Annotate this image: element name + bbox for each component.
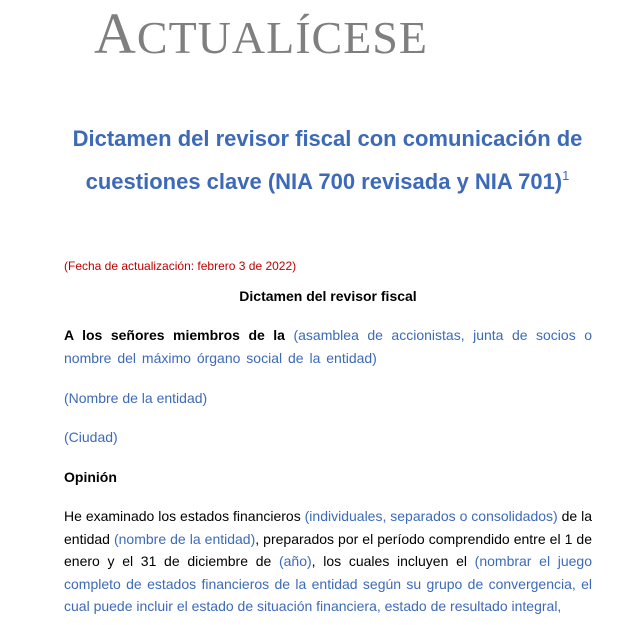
body-text-2: de la entidad xyxy=(64,508,593,547)
body-placeholder-2: (nombre de la entidad) xyxy=(113,530,256,547)
opinion-heading: Opinión xyxy=(64,469,117,485)
addressee-paragraph xyxy=(64,324,592,369)
document-title xyxy=(40,117,615,203)
body-placeholder-3: (año) xyxy=(278,553,312,569)
opinion-body-paragraph xyxy=(64,505,592,618)
body-text-1: He examinado los estados financieros xyxy=(64,508,305,524)
logo-initial: A xyxy=(94,1,137,66)
addressee-placeholder: (asamblea de accionistas, junta de socios o nombre del máximo órgano social de la entidad) xyxy=(64,327,592,366)
entity-name-placeholder: (Nombre de la entidad) xyxy=(64,390,208,406)
body-placeholder-4: (nombrar el juego completo de estados financieros de la entidad según su grupo de convergencia, el cual puede incluir el estado de situación financiera, estado de resultado integral, xyxy=(64,553,593,614)
update-note: (Fecha de actualización: febrero 3 de 2022) xyxy=(64,259,297,273)
actualicese-logo xyxy=(94,2,428,70)
footnote-mark[interactable]: 1 xyxy=(562,168,570,183)
city-placeholder: (Ciudad) xyxy=(64,429,118,445)
body-text-4: , los cuales incluyen el xyxy=(311,553,475,569)
body-placeholder-1: (individuales, separados o consolidados) xyxy=(304,508,558,524)
section-subheading: Dictamen del revisor fiscal xyxy=(239,288,417,304)
logo-rest: CTUALÍCESE xyxy=(136,12,428,63)
addressee-lead: A los señores miembros de la xyxy=(64,327,294,343)
document-title-text: Dictamen del revisor fiscal con comunicación de cuestiones clave (NIA 700 revisada y NIA 701) xyxy=(72,126,583,194)
body-text-3: , preparados por el período comprendido entre el 1 de enero y el 31 de diciembre de xyxy=(64,530,592,569)
